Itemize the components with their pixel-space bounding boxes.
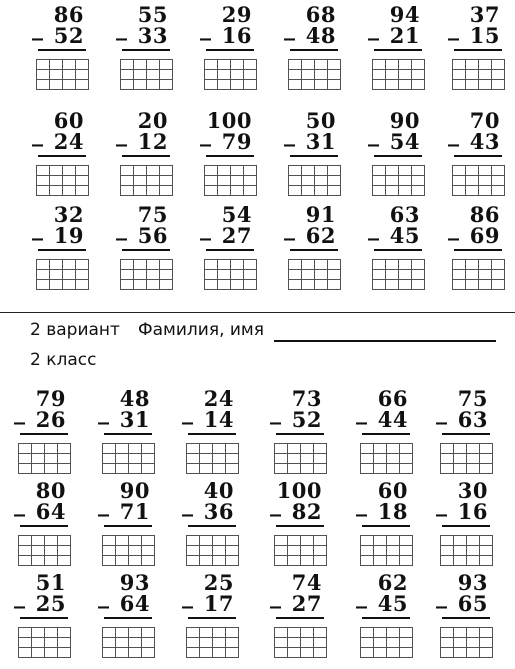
answer-line xyxy=(122,155,170,157)
minus-sign: _ xyxy=(448,215,459,241)
answer-grid xyxy=(18,443,71,474)
subtraction-problem xyxy=(98,388,170,484)
subtraction-problem xyxy=(284,4,356,100)
answer-line xyxy=(20,525,68,527)
minuend: 50 xyxy=(305,108,336,133)
problem-row xyxy=(0,4,515,100)
minus-sign: _ xyxy=(116,215,127,241)
answer-grid xyxy=(274,535,327,566)
answer-line xyxy=(454,155,502,157)
answer-line xyxy=(276,433,324,435)
answer-grid xyxy=(36,259,89,290)
minuend: 79 xyxy=(35,386,66,411)
subtraction-problem xyxy=(32,204,104,300)
answer-grid xyxy=(440,627,493,658)
minus-sign: _ xyxy=(270,491,281,517)
answer-grid xyxy=(18,627,71,658)
minuend: 63 xyxy=(389,202,420,227)
minuend: 60 xyxy=(53,108,84,133)
answer-line xyxy=(362,525,410,527)
minus-sign: _ xyxy=(270,583,281,609)
subtraction-problem xyxy=(32,110,104,206)
subtrahend: 21 xyxy=(389,23,420,48)
answer-line xyxy=(206,49,254,51)
answer-line xyxy=(442,525,490,527)
name-label: Фамилия, имя xyxy=(138,320,264,340)
subtraction-problem xyxy=(14,388,86,484)
minuend: 100 xyxy=(276,478,322,503)
minuend: 32 xyxy=(53,202,84,227)
minus-sign: _ xyxy=(448,15,459,41)
answer-line xyxy=(442,433,490,435)
minuend: 29 xyxy=(221,2,252,27)
answer-grid xyxy=(36,59,89,90)
answer-grid xyxy=(372,165,425,196)
minuend: 93 xyxy=(119,570,150,595)
subtrahend: 36 xyxy=(203,499,234,524)
subtrahend: 27 xyxy=(291,591,322,616)
minuend: 90 xyxy=(119,478,150,503)
minus-sign: _ xyxy=(182,491,193,517)
subtrahend: 26 xyxy=(35,407,66,432)
minus-sign: _ xyxy=(32,15,43,41)
minus-sign: _ xyxy=(368,15,379,41)
answer-grid xyxy=(360,443,413,474)
minus-sign: _ xyxy=(98,583,109,609)
subtraction-problem xyxy=(32,4,104,100)
answer-grid xyxy=(274,443,327,474)
subtraction-problem xyxy=(368,4,440,100)
minus-sign: _ xyxy=(284,215,295,241)
minuend: 62 xyxy=(377,570,408,595)
minus-sign: _ xyxy=(436,399,447,425)
subtraction-problem xyxy=(182,572,254,668)
answer-grid xyxy=(452,59,505,90)
answer-line xyxy=(122,49,170,51)
minuend: 54 xyxy=(221,202,252,227)
subtraction-problem xyxy=(368,204,440,300)
answer-grid xyxy=(102,627,155,658)
subtrahend: 65 xyxy=(457,591,488,616)
answer-line xyxy=(104,525,152,527)
answer-line xyxy=(276,525,324,527)
minus-sign: _ xyxy=(98,399,109,425)
answer-grid xyxy=(360,627,413,658)
answer-line xyxy=(374,155,422,157)
answer-grid xyxy=(120,165,173,196)
problem-row xyxy=(0,480,515,576)
answer-line xyxy=(442,617,490,619)
subtraction-problem xyxy=(284,110,356,206)
answer-grid xyxy=(204,259,257,290)
subtrahend: 52 xyxy=(291,407,322,432)
minuend: 93 xyxy=(457,570,488,595)
subtrahend: 56 xyxy=(137,223,168,248)
subtraction-problem xyxy=(448,204,515,300)
minus-sign: _ xyxy=(436,491,447,517)
problem-row xyxy=(0,110,515,206)
subtraction-problem xyxy=(356,572,428,668)
minuend: 75 xyxy=(137,202,168,227)
answer-line xyxy=(104,617,152,619)
class-label: 2 класс xyxy=(30,350,97,370)
minus-sign: _ xyxy=(32,121,43,147)
minus-sign: _ xyxy=(284,121,295,147)
subtraction-problem xyxy=(270,572,342,668)
minuend: 66 xyxy=(377,386,408,411)
subtrahend: 82 xyxy=(291,499,322,524)
minus-sign: _ xyxy=(32,215,43,241)
minuend: 100 xyxy=(206,108,252,133)
minus-sign: _ xyxy=(270,399,281,425)
minuend: 20 xyxy=(137,108,168,133)
minuend: 37 xyxy=(469,2,500,27)
subtrahend: 44 xyxy=(377,407,408,432)
answer-line xyxy=(20,433,68,435)
answer-line xyxy=(38,249,86,251)
problem-row xyxy=(0,204,515,300)
minuend: 68 xyxy=(305,2,336,27)
answer-line xyxy=(20,617,68,619)
answer-grid xyxy=(372,59,425,90)
minuend: 94 xyxy=(389,2,420,27)
minus-sign: _ xyxy=(116,121,127,147)
answer-grid xyxy=(18,535,71,566)
minus-sign: _ xyxy=(356,583,367,609)
variant-2-section xyxy=(0,300,515,669)
minuend: 75 xyxy=(457,386,488,411)
subtrahend: 17 xyxy=(203,591,234,616)
answer-grid xyxy=(36,165,89,196)
minus-sign: _ xyxy=(368,121,379,147)
answer-line xyxy=(374,49,422,51)
minus-sign: _ xyxy=(448,121,459,147)
subtraction-problem xyxy=(448,110,515,206)
subtraction-problem xyxy=(14,572,86,668)
subtraction-problem xyxy=(270,480,342,576)
minus-sign: _ xyxy=(98,491,109,517)
subtrahend: 62 xyxy=(305,223,336,248)
minus-sign: _ xyxy=(356,491,367,517)
minuend: 73 xyxy=(291,386,322,411)
subtrahend: 69 xyxy=(469,223,500,248)
answer-line xyxy=(188,433,236,435)
answer-grid xyxy=(204,165,257,196)
subtrahend: 48 xyxy=(305,23,336,48)
answer-line xyxy=(454,249,502,251)
minuend: 86 xyxy=(53,2,84,27)
subtrahend: 15 xyxy=(469,23,500,48)
minus-sign: _ xyxy=(356,399,367,425)
subtrahend: 33 xyxy=(137,23,168,48)
subtrahend: 54 xyxy=(389,129,420,154)
subtrahend: 25 xyxy=(35,591,66,616)
answer-line xyxy=(276,617,324,619)
answer-grid xyxy=(274,627,327,658)
subtraction-problem xyxy=(116,110,188,206)
subtrahend: 18 xyxy=(377,499,408,524)
answer-line xyxy=(454,49,502,51)
subtraction-problem xyxy=(98,480,170,576)
minuend: 55 xyxy=(137,2,168,27)
subtrahend: 45 xyxy=(389,223,420,248)
answer-grid xyxy=(120,259,173,290)
minuend: 70 xyxy=(469,108,500,133)
answer-grid xyxy=(288,259,341,290)
answer-grid xyxy=(288,165,341,196)
subtraction-problem xyxy=(200,4,272,100)
subtrahend: 12 xyxy=(137,129,168,154)
minuend: 80 xyxy=(35,478,66,503)
answer-grid xyxy=(452,165,505,196)
minus-sign: _ xyxy=(284,15,295,41)
subtraction-problem xyxy=(200,110,272,206)
minus-sign: _ xyxy=(14,491,25,517)
answer-grid xyxy=(360,535,413,566)
answer-line xyxy=(362,433,410,435)
answer-line xyxy=(188,525,236,527)
minuend: 51 xyxy=(35,570,66,595)
variant-1-section xyxy=(0,0,515,300)
subtraction-problem xyxy=(356,480,428,576)
answer-grid xyxy=(440,535,493,566)
subtraction-problem xyxy=(98,572,170,668)
subtraction-problem xyxy=(14,480,86,576)
answer-grid xyxy=(440,443,493,474)
subtraction-problem xyxy=(368,110,440,206)
minus-sign: _ xyxy=(182,399,193,425)
answer-grid xyxy=(204,59,257,90)
subtraction-problem xyxy=(436,388,508,484)
subtraction-problem xyxy=(270,388,342,484)
subtrahend: 52 xyxy=(53,23,84,48)
problem-row xyxy=(0,388,515,484)
answer-line xyxy=(374,249,422,251)
subtraction-problem xyxy=(284,204,356,300)
answer-line xyxy=(290,155,338,157)
subtrahend: 31 xyxy=(119,407,150,432)
subtraction-problem xyxy=(200,204,272,300)
subtraction-problem xyxy=(436,480,508,576)
subtrahend: 31 xyxy=(305,129,336,154)
subtraction-problem xyxy=(436,572,508,668)
answer-grid xyxy=(186,627,239,658)
subtrahend: 27 xyxy=(221,223,252,248)
answer-grid xyxy=(452,259,505,290)
subtrahend: 14 xyxy=(203,407,234,432)
minus-sign: _ xyxy=(436,583,447,609)
subtrahend: 79 xyxy=(221,129,252,154)
answer-line xyxy=(206,155,254,157)
answer-line xyxy=(206,249,254,251)
answer-grid xyxy=(102,535,155,566)
subtrahend: 16 xyxy=(457,499,488,524)
minuend: 74 xyxy=(291,570,322,595)
subtrahend: 63 xyxy=(457,407,488,432)
subtraction-problem xyxy=(448,4,515,100)
answer-line xyxy=(362,617,410,619)
minuend: 25 xyxy=(203,570,234,595)
subtrahend: 71 xyxy=(119,499,150,524)
answer-line xyxy=(104,433,152,435)
answer-line xyxy=(38,49,86,51)
minus-sign: _ xyxy=(14,583,25,609)
minuend: 91 xyxy=(305,202,336,227)
answer-grid xyxy=(372,259,425,290)
answer-line xyxy=(122,249,170,251)
subtrahend: 43 xyxy=(469,129,500,154)
subtrahend: 19 xyxy=(53,223,84,248)
minus-sign: _ xyxy=(200,15,211,41)
answer-grid xyxy=(186,535,239,566)
minus-sign: _ xyxy=(14,399,25,425)
subtrahend: 45 xyxy=(377,591,408,616)
variant-label: 2 вариант xyxy=(30,320,120,340)
answer-grid xyxy=(186,443,239,474)
answer-line xyxy=(290,49,338,51)
answer-line xyxy=(290,249,338,251)
subtraction-problem xyxy=(182,388,254,484)
minus-sign: _ xyxy=(200,215,211,241)
minuend: 90 xyxy=(389,108,420,133)
subtrahend: 24 xyxy=(53,129,84,154)
answer-grid xyxy=(120,59,173,90)
minuend: 86 xyxy=(469,202,500,227)
subtraction-problem xyxy=(116,204,188,300)
minus-sign: _ xyxy=(200,121,211,147)
answer-line xyxy=(188,617,236,619)
minuend: 60 xyxy=(377,478,408,503)
answer-grid xyxy=(102,443,155,474)
minuend: 48 xyxy=(119,386,150,411)
subtraction-problem xyxy=(356,388,428,484)
minus-sign: _ xyxy=(116,15,127,41)
minuend: 30 xyxy=(457,478,488,503)
minuend: 40 xyxy=(203,478,234,503)
answer-line xyxy=(38,155,86,157)
subtraction-problem xyxy=(116,4,188,100)
subtraction-problem xyxy=(182,480,254,576)
subtrahend: 16 xyxy=(221,23,252,48)
problem-row xyxy=(0,572,515,668)
subtrahend: 64 xyxy=(119,591,150,616)
minus-sign: _ xyxy=(182,583,193,609)
answer-grid xyxy=(288,59,341,90)
minus-sign: _ xyxy=(368,215,379,241)
subtrahend: 64 xyxy=(35,499,66,524)
minuend: 24 xyxy=(203,386,234,411)
